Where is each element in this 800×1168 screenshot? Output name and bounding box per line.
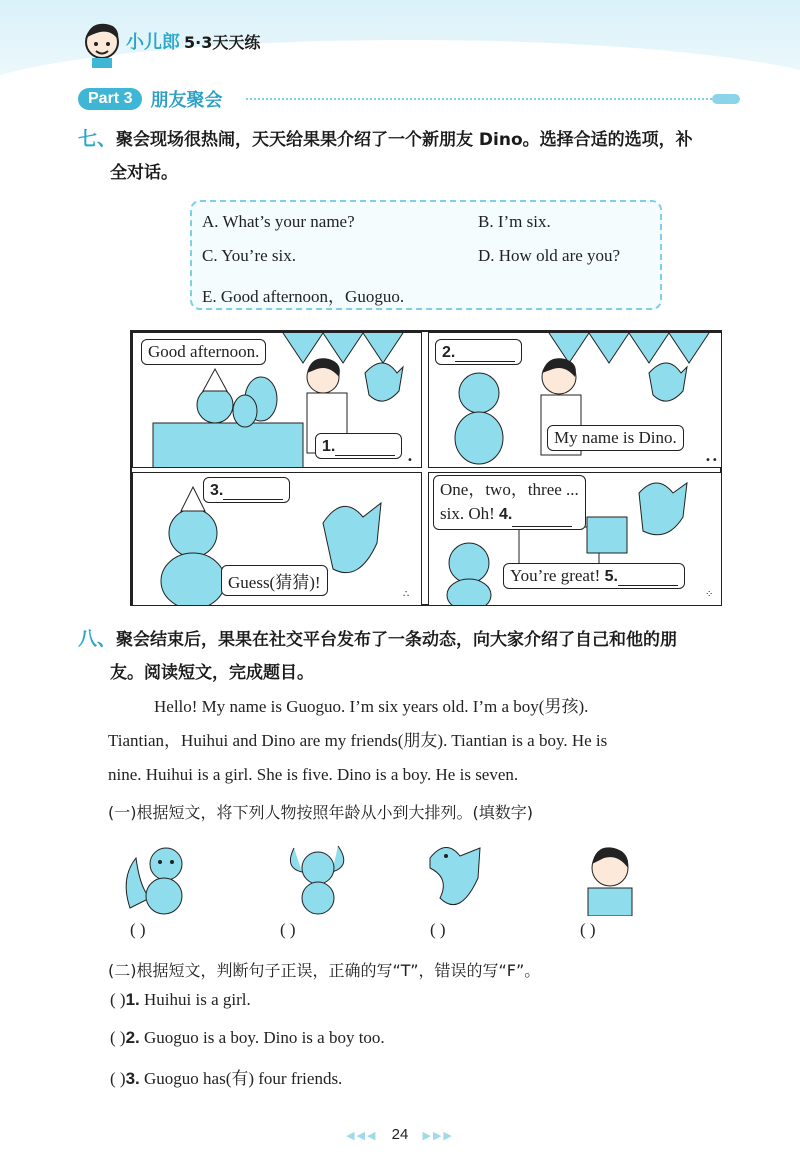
comic-panel-4 — [428, 472, 722, 606]
order-blank-1[interactable]: ( ) — [130, 920, 146, 939]
bubble-good-afternoon: Good afternoon. — [141, 339, 266, 365]
tf-item-2: ( )2. Guoguo is a boy. Dino is a boy too. — [110, 1028, 385, 1047]
tf-blank-2[interactable]: ( ) — [110, 1028, 126, 1047]
right-arrows-icon: ▶▶▶ — [422, 1130, 454, 1142]
part-badge: Part 3 — [78, 88, 142, 110]
q8-stem-line2: 友。阅读短文，完成题目。 — [110, 663, 314, 683]
part-heading — [78, 86, 222, 112]
page-footer — [0, 1126, 800, 1143]
bubble-my-name-is-dino: My name is Dino. — [547, 425, 684, 451]
passage-line-3: nine. Huihui is a girl. She is five. Dino is a boy. He is seven. — [108, 765, 519, 784]
tf-blank-3[interactable]: ( ) — [110, 1069, 126, 1088]
q7-stem: 七、聚会现场很热闹，天天给果果介绍了一个新朋友 Dino。选择合适的选项，补 — [78, 128, 693, 150]
passage-line-1: Hello! My name is Guoguo. I’m six years old. I’m a boy(男孩). — [154, 697, 589, 716]
comic-panel-3 — [132, 472, 422, 606]
tf-item-1: ( )1. Huihui is a girl. — [110, 990, 251, 1009]
order-blank-3[interactable]: ( ) — [430, 920, 446, 939]
bubble-counting: One，two，three ... six. Oh! 4. — [433, 475, 586, 530]
part-divider — [246, 98, 716, 100]
panel-1-dots: • — [407, 455, 414, 466]
q7-stem-line2: 全对话。 — [110, 163, 178, 183]
bubble-blank-1: 1. — [315, 433, 402, 459]
order-blank-4[interactable]: ( ) — [580, 920, 596, 939]
comic-panel-2 — [428, 332, 722, 468]
page-number: 24 — [391, 1126, 409, 1143]
q8-part2-instruction: (二)根据短文，判断句子正误，正确的写“T”，错误的写“F”。 — [108, 961, 541, 980]
part-title: 朋友聚会 — [150, 90, 223, 111]
bubble-blank-2: 2. — [435, 339, 522, 365]
part-divider-end — [712, 94, 740, 104]
brand-title: 小儿郎 5·3天天练 — [126, 32, 261, 53]
q7-options-box — [190, 200, 662, 310]
option-b: B. I’m six. — [478, 212, 551, 231]
rabbit-icon — [278, 838, 358, 916]
comic-panel-1 — [132, 332, 422, 468]
option-e: E. Good afternoon，Guoguo. — [202, 287, 405, 306]
squirrel-icon — [120, 838, 200, 916]
boy-mascot-icon — [78, 18, 126, 68]
panel-3-dots: ∴ — [403, 589, 411, 600]
option-d: D. How old are you? — [478, 246, 621, 265]
tf-blank-1[interactable]: ( ) — [110, 990, 126, 1009]
comic-strip — [130, 330, 722, 606]
q8-stem: 八、聚会结束后，果果在社交平台发布了一条动态，向大家介绍了自己和他的朋 — [78, 628, 678, 650]
bubble-you-are-great: You’re great! 5. — [503, 563, 685, 589]
boy-icon — [570, 838, 650, 916]
bubble-blank-3: 3. — [203, 477, 290, 503]
panel-4-dots: ⁘ — [705, 589, 715, 600]
dinosaur-icon — [420, 838, 500, 916]
q8-part1-instruction: (一)根据短文，将下列人物按照年龄从小到大排列。(填数字) — [108, 803, 533, 822]
option-c: C. You’re six. — [202, 246, 296, 265]
option-a: A. What’s your name? — [202, 212, 355, 231]
order-blank-2[interactable]: ( ) — [280, 920, 296, 939]
passage-line-2: Tiantian，Huihui and Dino are my friends(朋友). Tiantian is a boy. He is — [108, 731, 608, 750]
panel-2-dots: •• — [705, 455, 719, 466]
left-arrows-icon: ◀◀◀ — [346, 1130, 378, 1142]
bubble-guess: Guess(猜猜)! — [221, 565, 328, 596]
tf-item-3: ( )3. Guoguo has(有) four friends. — [110, 1069, 343, 1088]
